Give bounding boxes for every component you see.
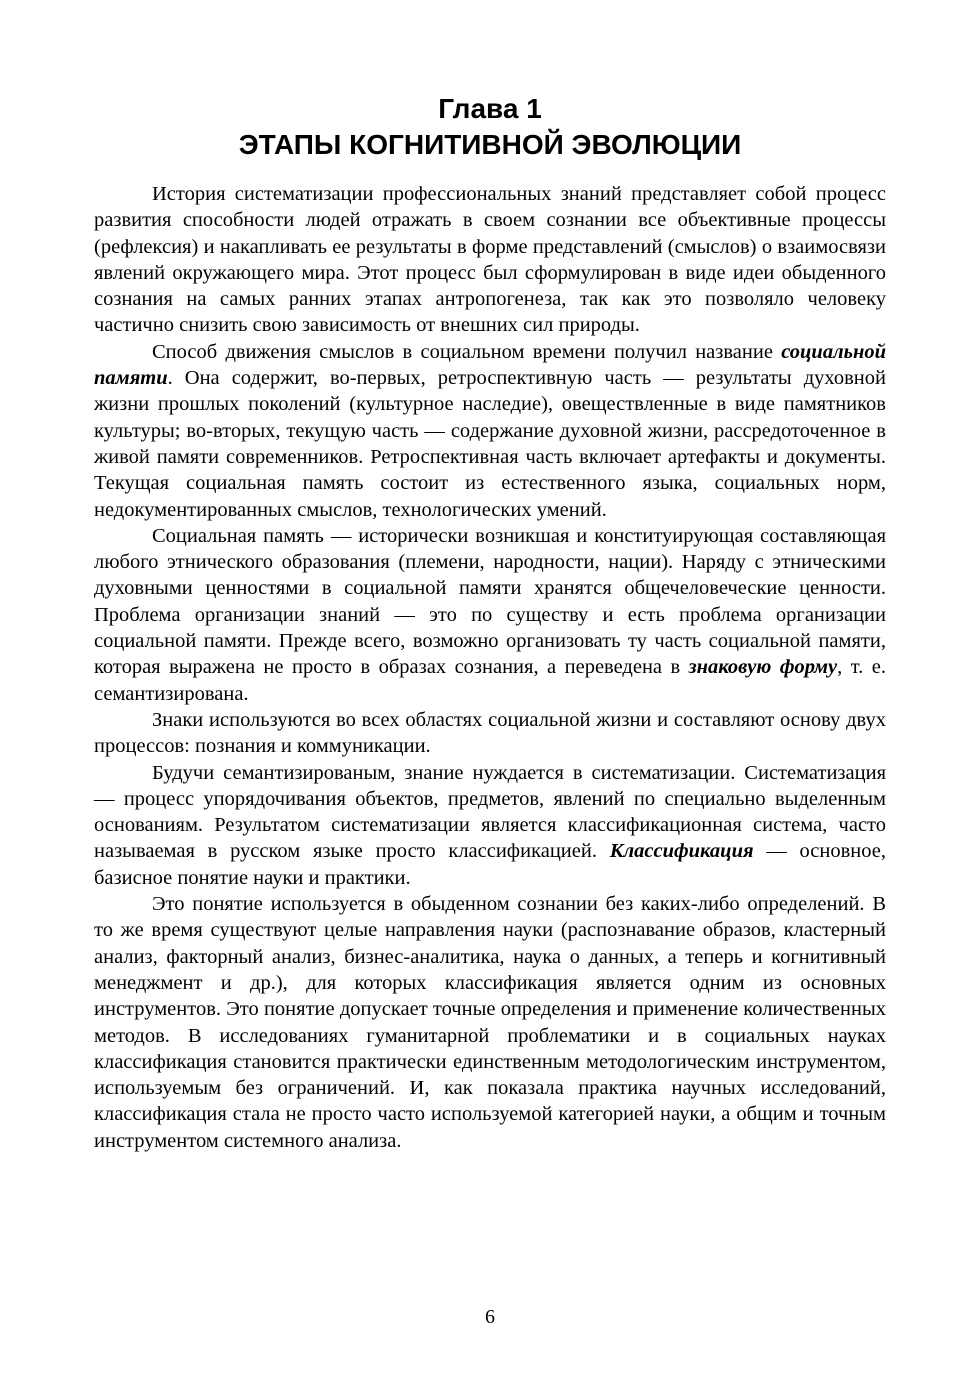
paragraph-3 bbox=[94, 523, 886, 707]
paragraph-5 bbox=[94, 760, 886, 891]
chapter-title: ЭТАПЫ КОГНИТИВНОЙ ЭВОЛЮЦИИ bbox=[238, 129, 742, 160]
paragraph-2-text-start: Способ движения смыслов в социальном времени получил название bbox=[152, 340, 782, 363]
paragraph-3-text-end: , т. е. семантизирована. bbox=[94, 656, 886, 705]
paragraph-3-text-start: Социальная память — исторически возникшая и конституирующая составляющая любого этнического образования (племени, народности, нации). Наряду с этническими духовными ценностями в социальной памяти хранятся общечеловеческие ценности. Проблема организации знаний — это по существу и есть проблема организации социальной памяти. Прежде всего, возможно организовать ту часть социальной памяти, которая выражена не просто в образах сознания, а переведена в bbox=[94, 524, 886, 679]
chapter-label: Глава 1 bbox=[438, 93, 542, 124]
page-number: 6 bbox=[485, 1306, 495, 1328]
chapter-heading bbox=[0, 92, 980, 162]
paragraph-4: Знаки используются во всех областях социальной жизни и составляют основу двух процессов: познания и коммуникации. bbox=[94, 708, 886, 758]
paragraph-5-text-end: — основное, базисное понятие науки и практики. bbox=[94, 840, 886, 889]
chapter-body bbox=[94, 181, 886, 1154]
paragraph-6: Это понятие используется в обыденном сознании без каких-либо определений. В то же время существуют целые направления науки (распознавание образов, кластерный анализ, факторный анализ, бизнес-аналитика, наука о данных, а теперь и когнитивный менеджмент и др.), для которых классификация является одним из основных инструментов. Это понятие допускает точные определения и применение количественных методов. В исследованиях гуманитарной проблематики и в социальных науках классификация становится практически единственным методологическим инструментом, используемым без ограничений. И, как показала практика научных исследований, классификация стала не просто часто используемой категорией науки, а общим и точным инструментом системного анализа. bbox=[94, 893, 886, 1152]
term-classification: Классификация bbox=[609, 840, 754, 863]
paragraph-5-text-start: Будучи семантизированым, знание нуждается в систематизации. Систематизация — процесс упорядочивания объектов, предметов, явлений по специально выделенным основаниям. Результатом систематизации является классификационная система, часто называемая в русском языке просто классификацией. bbox=[94, 761, 886, 863]
paragraph-2 bbox=[94, 339, 886, 523]
paragraph-1: История систематизации профессиональных знаний представляет собой процесс развития способности людей отражать в своем сознании все объективные процессы (рефлексия) и накапливать ее результаты в форме представлений (смыслов) о взаимосвязи явлений окружающего мира. Этот процесс был сформулирован в виде идеи обыденного сознания на самых ранних этапах антропогенеза, так как это позволяло человеку частично снизить свою зависимость от внешних сил природы. bbox=[94, 183, 886, 337]
term-sign-form: знаковую форму bbox=[688, 656, 838, 679]
paragraph-2-text-end: . Она содержит, во-первых, ретроспективную часть — результаты духовной жизни прошлых поколений (культурное наследие), овеществленные в виде памятников культуры; во-вторых, текущую часть — содержание духовной жизни, рассредоточенное в живой памяти современников. Ретроспективная часть включает артефакты и документы. Текущая социальная память состоит из естественного языка, социальных норм, недокументированных смыслов, технологических умений. bbox=[94, 367, 886, 521]
term-social-memory: социальной памяти bbox=[94, 340, 886, 390]
